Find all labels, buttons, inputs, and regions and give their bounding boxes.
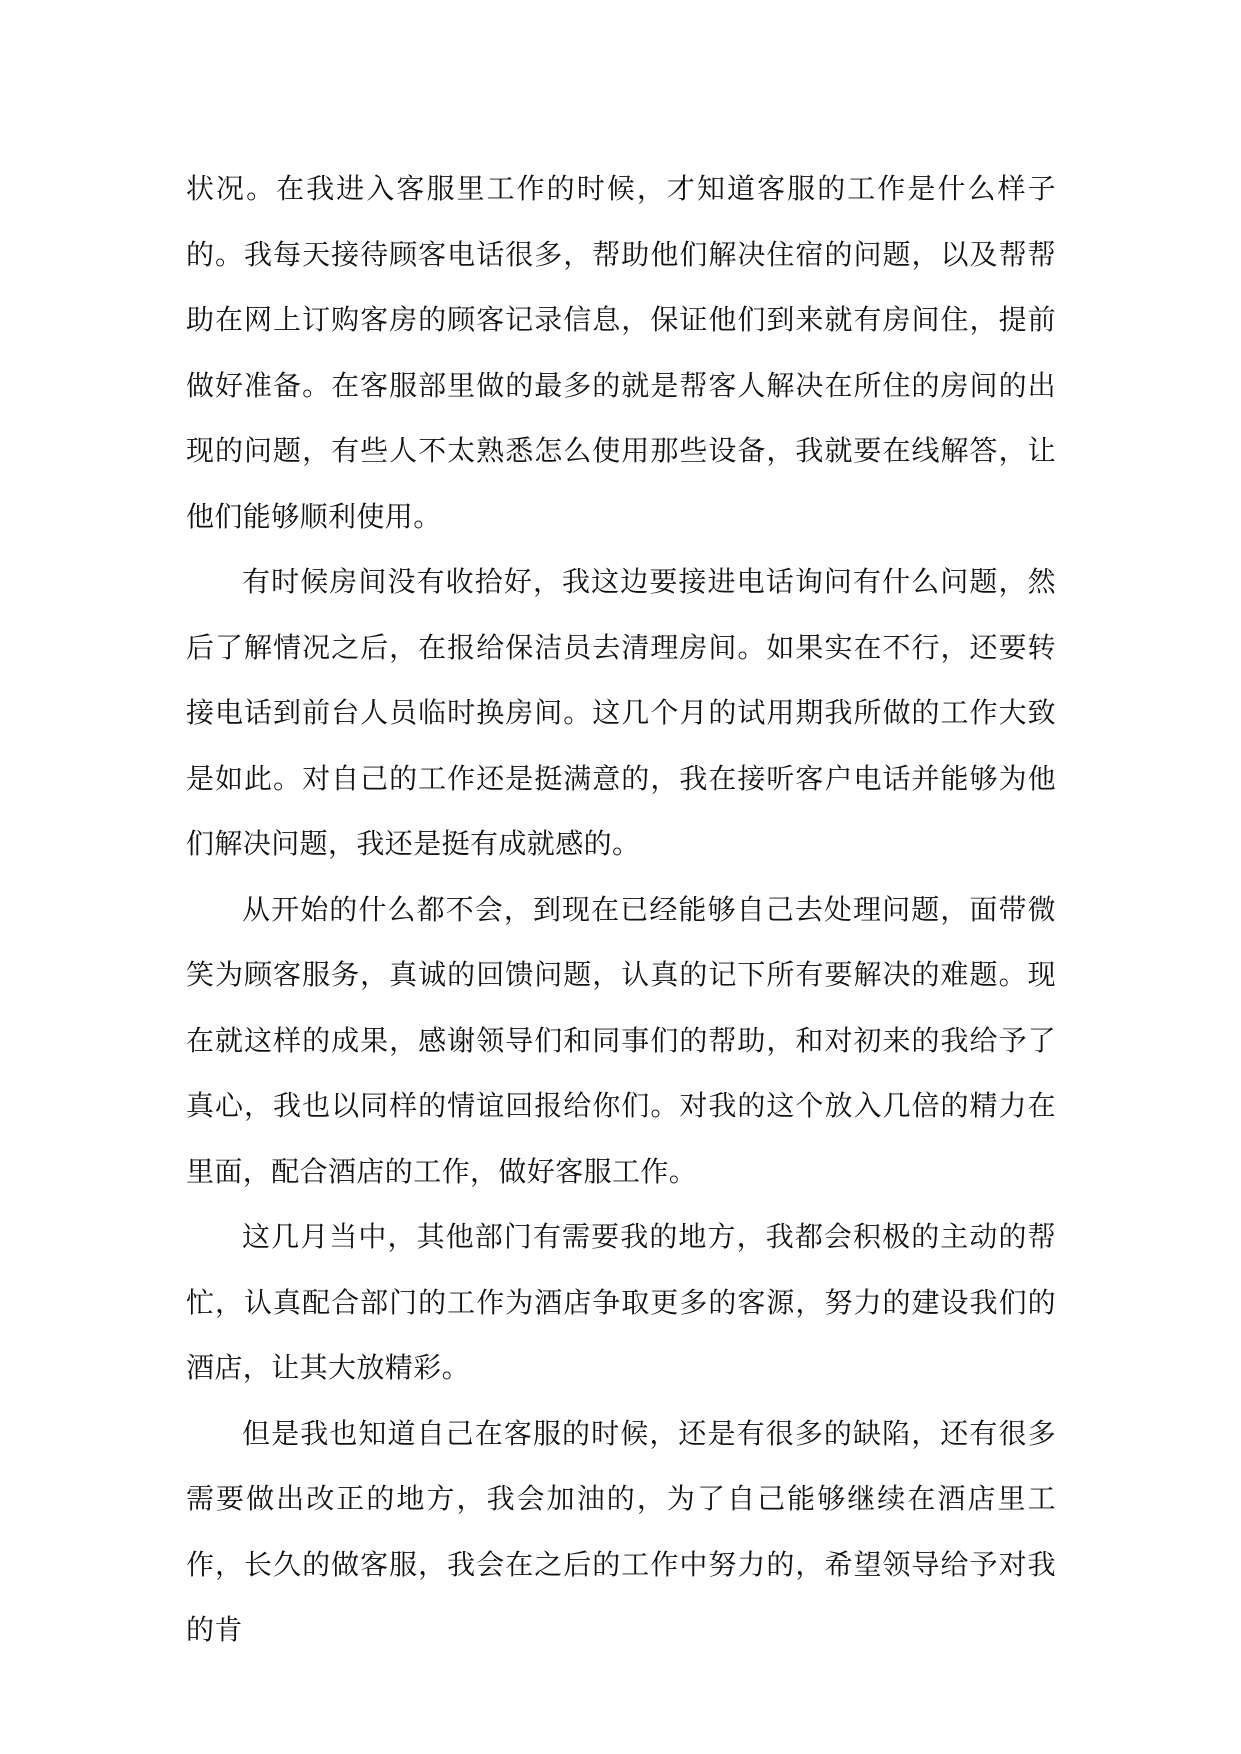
paragraph-5: 但是我也知道自己在客服的时候，还是有很多的缺陷，还有很多需要做出改正的地方，我会加油的，为了自己能够继续在酒店里工作，长久的做客服，我会在之后的工作中努力的，希望领导给予对我的肯 (186, 1416, 1056, 1646)
paragraph-2: 有时候房间没有收拾好，我这边要接进电话询问有什么问题，然后了解情况之后，在报给保洁员去清理房间。如果实在不行，还要转接电话到前台人员临时换房间。这几个月的试用期我所做的工作大致是如此。对自己的工作还是挺满意的，我在接听客户电话并能够为他们解决问题，我还是挺有成就感的。 (186, 565, 1056, 860)
paragraph-3: 从开始的什么都不会，到现在已经能够自己去处理问题，面带微笑为顾客服务，真诚的回馈问题，认真的记下所有要解决的难题。现在就这样的成果，感谢领导们和同事们的帮助，和对初来的我给予了真心，我也以同样的情谊回报给你们。对我的这个放入几倍的精力在里面，配合酒店的工作，做好客服工作。 (186, 892, 1056, 1188)
document-body (186, 156, 1056, 1663)
paragraph-4: 这几月当中，其他部门有需要我的地方，我都会积极的主动的帮忙，认真配合部门的工作为酒店争取更多的客源，努力的建设我们的酒店，让其大放精彩。 (186, 1220, 1056, 1384)
paragraph-1: 状况。在我进入客服里工作的时候，才知道客服的工作是什么样子的。我每天接待顾客电话很多，帮助他们解决住宿的问题，以及帮帮助在网上订购客房的顾客记录信息，保证他们到来就有房间住，提前做好准备。在客服部里做的最多的就是帮客人解决在所住的房间的出现的问题，有些人不太熟悉怎么使用那些设备，我就要在线解答，让他们能够顺利使用。 (186, 172, 1056, 533)
